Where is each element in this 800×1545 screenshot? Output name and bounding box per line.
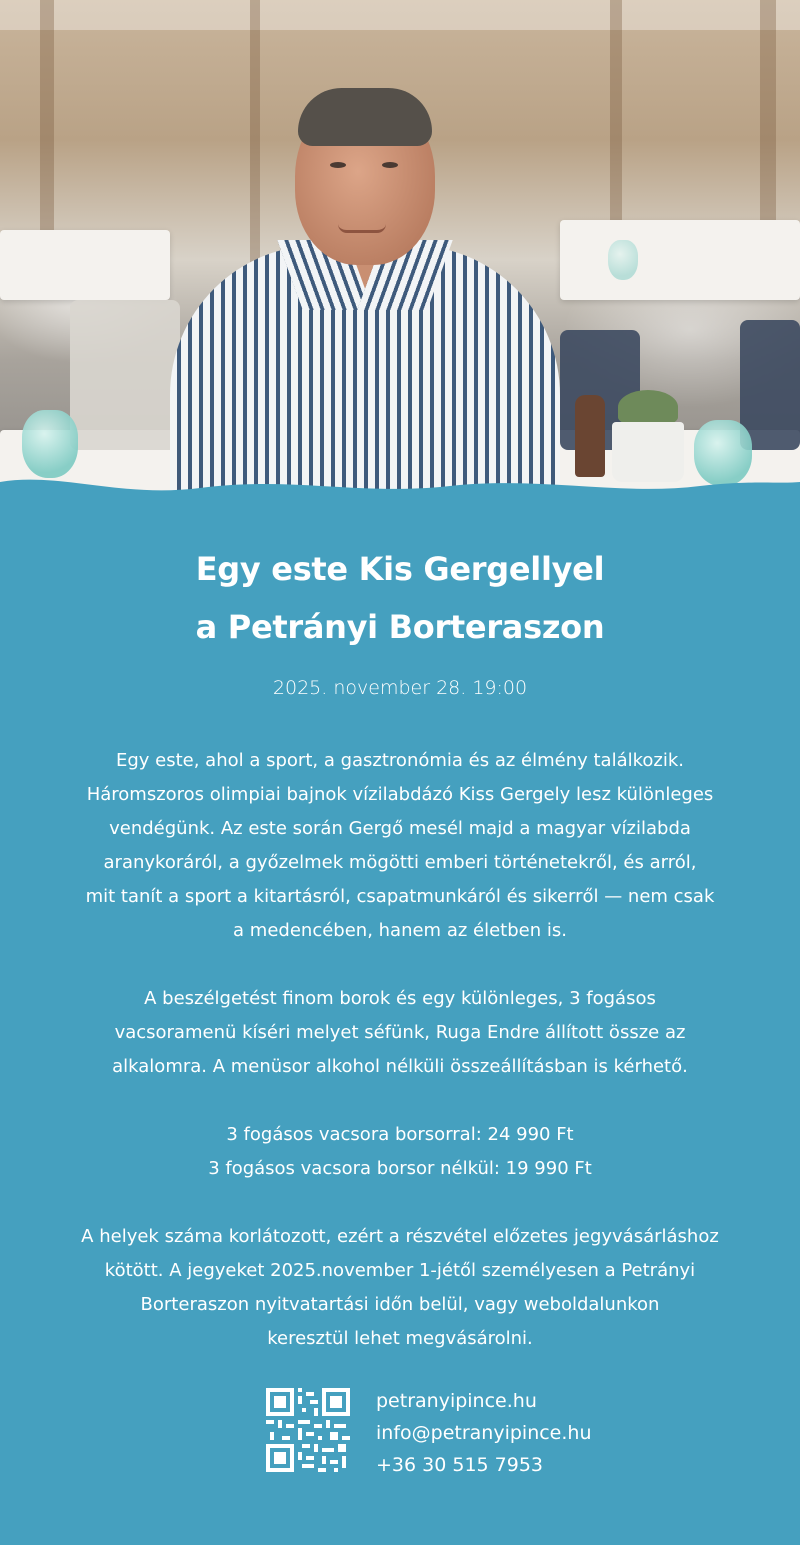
description-paragraph-2 <box>50 982 750 1084</box>
booking-info <box>50 1220 750 1356</box>
text-line: kötött. A jegyeket 2025.november 1-jétől személyesen a Petrányi <box>104 1260 696 1281</box>
price-with-wine: 3 fogásos vacsora borsorral: 24 990 Ft <box>226 1124 574 1145</box>
text-line: Egy este, ahol a sport, a gasztronómia és az élmény találkozik. <box>115 750 684 771</box>
text-line: alkalomra. A menüsor alkohol nélküli összeállításban is kérhető. <box>112 1056 688 1077</box>
text-line: aranykoráról, a győzelmek mögötti emberi történetekről, és arról, <box>103 852 697 873</box>
text-line: vacsoramenü kíséri melyet séfünk, Ruga Endre állított össze az <box>114 1022 686 1043</box>
text-line: A beszélgetést finom borok és egy különleges, 3 fogásos <box>144 988 656 1009</box>
text-line: Háromszoros olimpiai bajnok vízilabdázó Kiss Gergely lesz különleges <box>86 784 714 805</box>
hero-photo <box>0 0 800 500</box>
text-line: a medencében, hanem az életben is. <box>233 920 567 941</box>
email-link[interactable]: info@petranyipince.hu <box>376 1422 592 1444</box>
contact-list <box>376 1385 592 1481</box>
event-title-line-2: a Petrányi Borteraszon <box>195 608 605 646</box>
contact-footer <box>266 1385 626 1475</box>
event-content <box>0 540 800 1356</box>
website-link[interactable]: petranyipince.hu <box>376 1390 537 1412</box>
description-paragraph-1 <box>50 744 750 948</box>
text-line: A helyek száma korlátozott, ezért a részvétel előzetes jegyvásárláshoz <box>81 1226 719 1247</box>
phone-number[interactable]: +36 30 515 7953 <box>376 1454 544 1476</box>
event-date: 2025. november 28. 19:00 <box>272 677 528 699</box>
guest-portrait <box>170 70 560 500</box>
wave-divider <box>0 470 800 530</box>
text-line: Borteraszon nyitvatartási időn belül, vagy weboldalunkon <box>140 1294 660 1315</box>
qr-code-icon[interactable] <box>266 1388 350 1472</box>
text-line: vendégünk. Az este során Gergő mesél majd a magyar vízilabda <box>109 818 691 839</box>
event-title-line-1: Egy este Kis Gergellyel <box>195 550 605 588</box>
event-title <box>0 540 800 656</box>
text-line: keresztül lehet megvásárolni. <box>267 1328 533 1349</box>
text-line: mit tanít a sport a kitartásról, csapatmunkáról és sikerről — nem csak <box>85 886 715 907</box>
price-list <box>0 1118 800 1186</box>
price-without-wine: 3 fogásos vacsora borsor nélkül: 19 990 Ft <box>208 1158 592 1179</box>
